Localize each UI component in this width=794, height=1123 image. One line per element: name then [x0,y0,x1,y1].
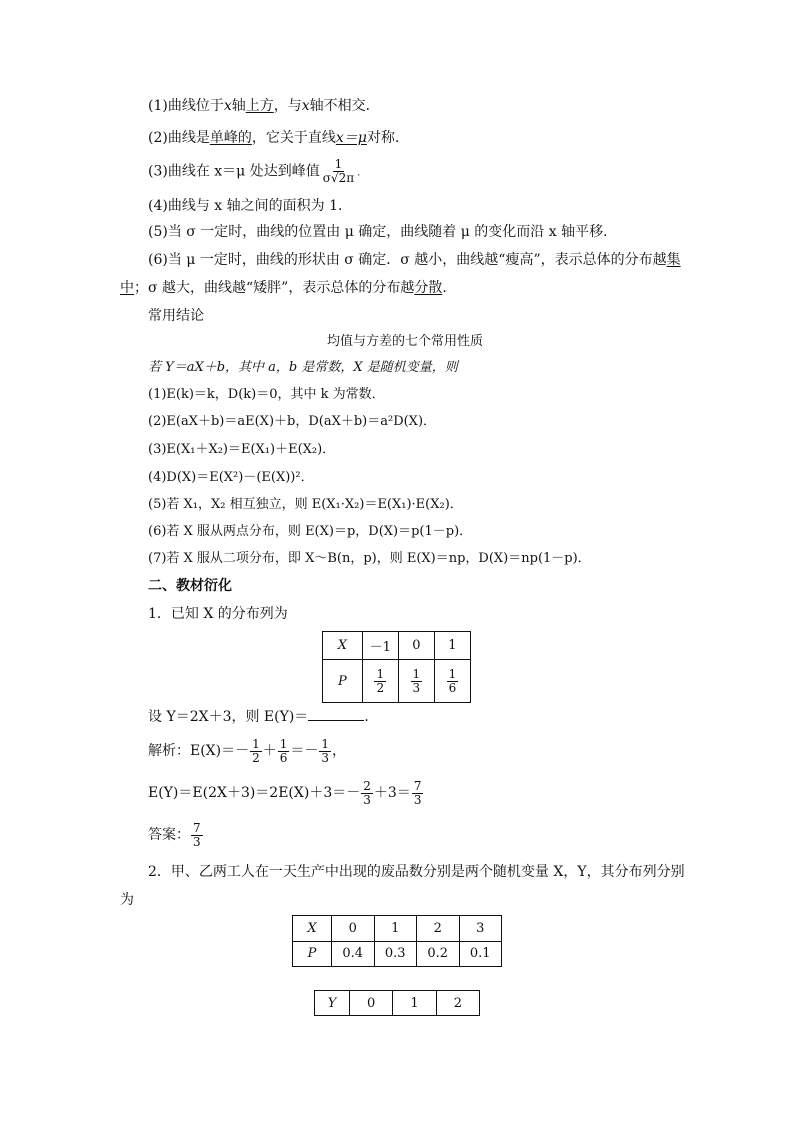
table-cell: $\frac{1}{2}$ [362,660,398,703]
common-item-2: (2)E(aX＋b)＝aE(X)＋b，D(aX＋b)＝a²D(X)． [148,414,437,429]
question-2-line2: 为 [120,892,134,908]
question-1-intro: 1．已知 X 的分布列为 [148,606,288,622]
underlined-answer: x＝μ [335,130,367,146]
table-cell: 0.3 [374,941,417,967]
peak-fraction: $\frac{1}{\sigma√2\pi}$ [322,157,355,185]
table-header-cell: X [293,916,332,942]
underlined-answer: 单峰的 [209,130,252,146]
common-item-1: (1)E(k)＝k，D(k)＝0，其中 k 为常数． [148,387,385,402]
solution-line-2: E(Y)＝E(2X＋3)＝2E(X)＋3＝－ $\frac{2}{3}$ ＋3＝ $\frac{7}{3}$ [148,778,422,807]
property-5: (5)当 σ 一定时，曲线的位置由 μ 确定，曲线随着 μ 的变化而沿 x 轴平移． [148,224,618,240]
common-item-6: (6)若 X 服从两点分布，则 E(X)＝p，D(X)＝p(1－p)． [148,524,473,539]
table-cell: $\frac{1}{6}$ [434,660,470,703]
property-6-line1: (6)当 μ 一定时，曲线的形状由 σ 确定．σ 越小，曲线越“瘦高”，表示总体的分布越集 [148,252,681,268]
table-cell: 1 [393,991,436,1016]
property-3: (3)曲线在 x＝μ 处达到峰值 $\frac{1}{\sigma√2\pi}$ . [148,157,361,185]
table-cell: －1 [362,632,398,660]
question-1-ask: 设 Y＝2X＋3，则 E(Y)＝ ． [148,706,378,727]
table-cell: 1 [434,632,470,660]
answer-blank [308,706,364,721]
table-header-cell: P [293,941,332,967]
table-cell: 3 [459,916,502,942]
table-cell: 2 [417,916,460,942]
common-intro: 若 Y＝aX＋b，其中 a，b 是常数，X 是随机变量，则 [148,360,458,375]
common-item-4: (4)D(X)＝E(X²)－(E(X))²． [148,470,314,485]
table-cell: 0.1 [459,941,502,967]
table-header-cell: P [323,660,363,703]
table-cell: $\frac{1}{3}$ [398,660,434,703]
underlined-answer: 上方 [245,98,274,114]
table-header-cell: X [323,632,363,660]
table-cell: 0.2 [417,941,460,967]
property-6-line2: 中；σ 越大，曲线越“矮胖”，表示总体的分布越分散． [120,280,457,296]
table-cell: 0 [350,991,393,1016]
section-heading-common: 常用结论 [148,308,204,324]
property-2: (2)曲线是单峰的，它关于直线x＝μ对称． [148,130,409,146]
table-header-cell: Y [315,991,350,1016]
distribution-table-3 [314,990,480,1016]
table-cell: 2 [436,991,479,1016]
table-cell: 1 [374,916,417,942]
property-4: (4)曲线与 x 轴之间的面积为 1． [148,198,352,214]
answer-line: 答案： $\frac{7}{3}$ [148,820,201,849]
distribution-table-1 [322,631,471,703]
question-2-line1: 2．甲、乙两工人在一天生产中出现的废品数分别是两个随机变量 X，Y，其分布列分别 [148,864,685,880]
table-cell: 0 [332,916,375,942]
common-item-5: (5)若 X₁，X₂ 相互独立，则 E(X₁·X₂)＝E(X₁)·E(X₂)． [148,497,463,512]
common-item-7: (7)若 X 服从二项分布，即 X～B(n，p)，则 E(X)＝np，D(X)＝np(1－p)． [148,551,591,566]
common-title: 均值与方差的七个常用性质 [327,334,484,349]
section-heading-textbook: 二、教材衍化 [148,578,232,594]
table-cell: 0.4 [332,941,375,967]
table-cell: 0 [398,632,434,660]
property-1: (1)曲线位于x轴上方，与x轴不相交． [148,98,380,114]
distribution-table-2 [292,915,502,967]
common-item-3: (3)E(X₁＋X₂)＝E(X₁)＋E(X₂)． [148,442,336,457]
solution-line-1: 解析：E(X)＝－ $\frac{1}{2}$ ＋ $\frac{1}{6}$ ＝－ $\frac{1}{3}$ ， [148,736,347,765]
